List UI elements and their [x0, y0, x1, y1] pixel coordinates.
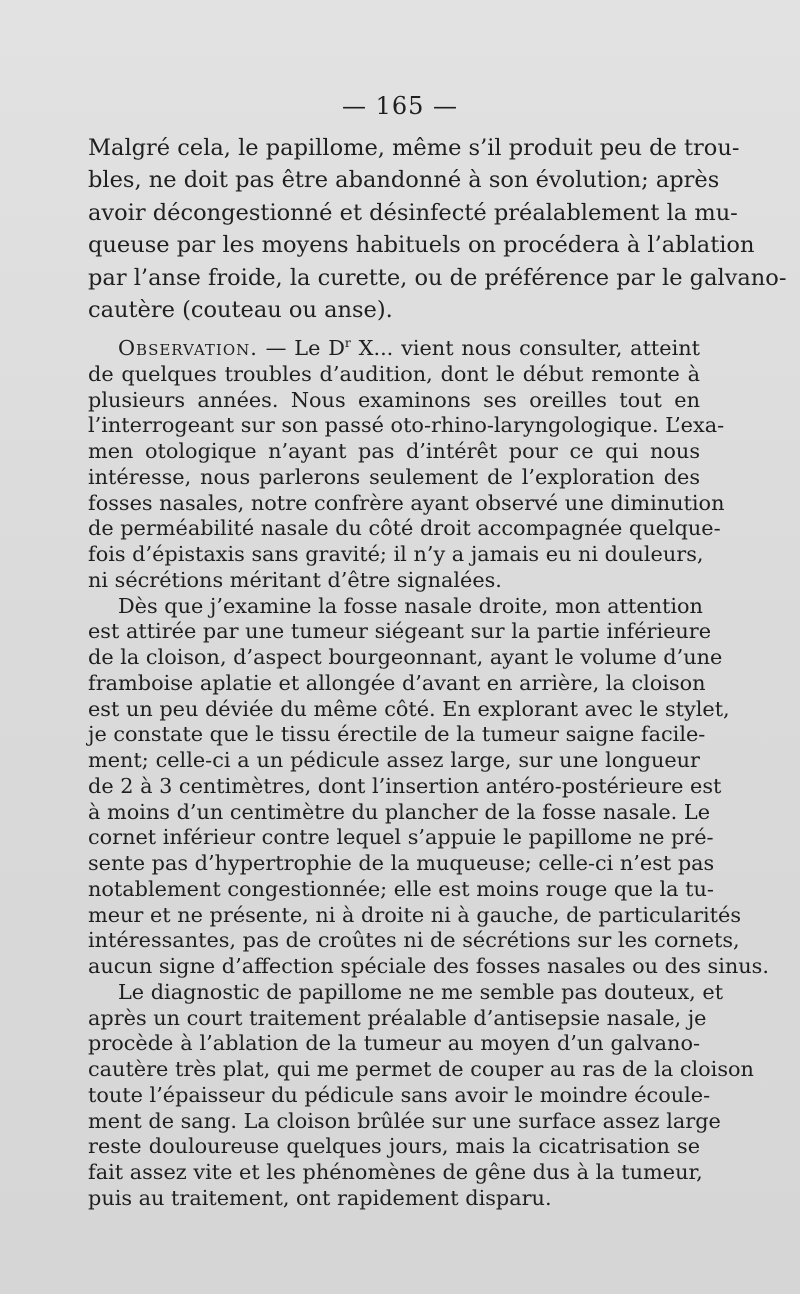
treatment-paragraph [88, 979, 754, 1212]
text-line: à moins d’un centimètre du plancher de la fosse nasale. Le [88, 799, 711, 824]
text-line: intéressantes, pas de croûtes ni de sécrétions sur les cornets, [88, 928, 740, 953]
text-line: meur et ne présente, ni à droite ni à gauche, de particularités [88, 902, 742, 927]
superscript: r [344, 335, 351, 351]
text-line: l’interrogeant sur son passé oto-rhino-laryngologique. L’exa- [88, 413, 725, 438]
text-fragment: X... vient nous consulter, atteint [350, 336, 700, 360]
text-line: par l’anse froide, la curette, ou de préférence par le galvano- [88, 264, 787, 291]
text-line: procède à l’ablation de la tumeur au moyen d’un galvano- [88, 1031, 700, 1056]
page-number: — 165 — [341, 92, 459, 120]
text-line: je constate que le tissu érectile de la tumeur saigne facile- [88, 722, 706, 747]
text-line: Malgré cela, le papillome, même s’il produit peu de trou- [88, 135, 740, 161]
observation-paragraph [88, 335, 725, 594]
text-line: notablement congestionnée; elle est moins rouge que la tu- [88, 876, 714, 901]
text-line: aucun signe d’affection spéciale des fosses nasales ou des sinus. [88, 954, 769, 978]
text-line: sente pas d’hypertrophie de la muqueuse; celle-ci n’est pas [88, 851, 715, 875]
text-line: est un peu déviée du même côté. En explorant avec le stylet, [88, 696, 730, 721]
examination-paragraph [88, 593, 769, 980]
observation-section [88, 335, 769, 1212]
text-line: après un court traitement préalable d’antisepsie nasale, je [88, 1005, 707, 1030]
text-line: est attirée par une tumeur siégeant sur la partie inférieure [88, 619, 712, 644]
text-line: men otologique n’ayant pas d’intérêt pour ce qui nous [88, 439, 700, 463]
text-line: Dès que j’examine la fosse nasale droite, mon attention [118, 593, 703, 618]
text-line: puis au traitement, ont rapidement disparu. [88, 1185, 552, 1210]
text-line: avoir décongestionné et désinfecté préalablement la mu- [88, 199, 738, 226]
observation-first-line [88, 336, 700, 362]
text-line: fosses nasales, notre confrère ayant observé une diminution [88, 490, 725, 515]
text-line: ment de sang. La cloison brûlée sur une surface assez large [88, 1108, 721, 1133]
text-line: cautère (couteau ou anse). [88, 297, 393, 324]
text-line: fait assez vite et les phénomènes de gêne dus à la tumeur, [88, 1160, 703, 1184]
text-line: cornet inférieur contre lequel s’appuie le papillome ne pré- [88, 825, 714, 850]
text-line: intéresse, nous parlerons seulement de l’exploration des [88, 464, 700, 489]
text-line: ni sécrétions méritant d’être signalées. [88, 567, 502, 592]
text-line: fois d’épistaxis sans gravité; il n’y a jamais eu ni douleurs, [88, 542, 704, 566]
intro-paragraph [88, 132, 787, 326]
text-line: ment; celle-ci a un pédicule assez large, sur une longueur [88, 748, 700, 772]
text-line: de quelques troubles d’audition, dont le début remonte à [88, 361, 700, 386]
observation-heading: Observation. [118, 336, 258, 360]
text-line: framboise aplatie et allongée d’avant en arrière, la cloison [88, 670, 706, 695]
text-line: bles, ne doit pas être abandonné à son évolution; après [88, 167, 720, 194]
text-line: de la cloison, d’aspect bourgeonnant, ayant le volume d’une [88, 645, 723, 669]
text-line: de perméabilité nasale du côté droit accompagnée quelque- [88, 516, 721, 541]
text-line: plusieurs années. Nous examinons ses oreilles tout en [88, 387, 700, 412]
text-line: Le diagnostic de papillome ne me semble pas douteux, et [118, 979, 724, 1004]
text-line: de 2 à 3 centimètres, dont l’insertion antéro-postérieure est [88, 773, 722, 798]
text-line: toute l’épaisseur du pédicule sans avoir le moindre écoule- [88, 1082, 711, 1107]
text-line: cautère très plat, qui me permet de couper au ras de la cloison [88, 1057, 754, 1081]
text-line: reste douloureuse quelques jours, mais la cicatrisation se [88, 1134, 700, 1159]
text-fragment: — Le D [257, 336, 345, 360]
text-line: queuse par les moyens habituels on procédera à l’ablation [88, 232, 755, 259]
